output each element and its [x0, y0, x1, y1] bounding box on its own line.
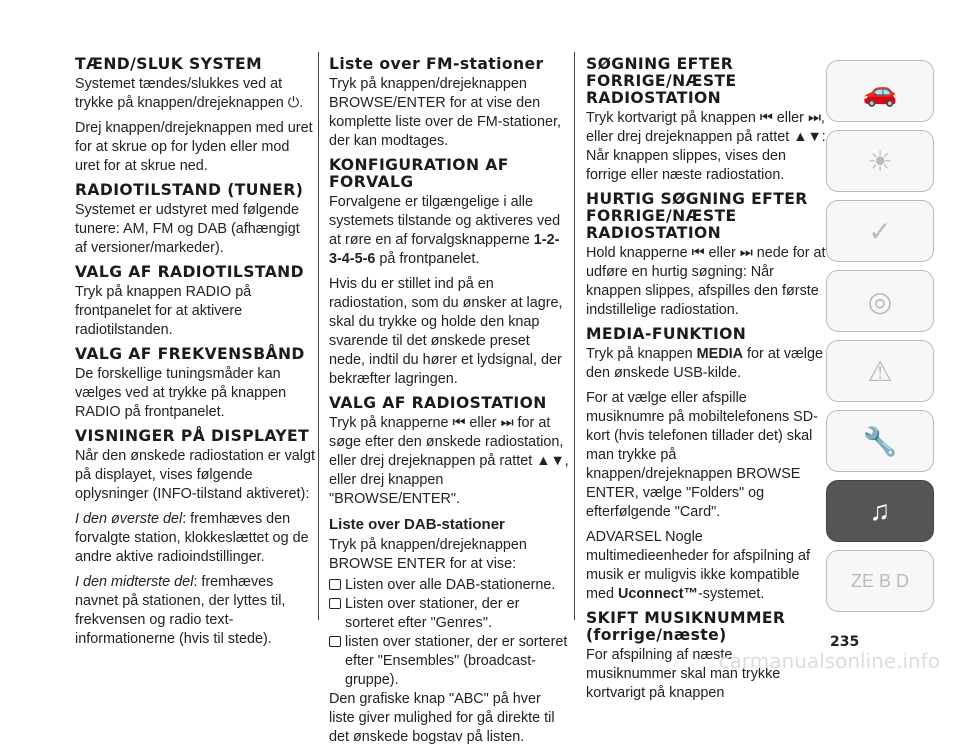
paragraph-text: : fremhæves navnet på stationen, der lyttes til, frekvensen og radio text-informationerne (hvis til stede). [75, 574, 286, 647]
paragraph-text: Tryk på knappen [586, 346, 697, 362]
list-item [329, 595, 569, 633]
tab-car[interactable] [826, 60, 934, 122]
paragraph: Hvis du er stillet ind på en radiostation, som du ønsker at lagre, skal du trykke og holde den knap svarende til det ønskede preset nede, indtil du hører et lydsignal, der bekræfter lagringen. [329, 276, 563, 387]
car-icon: 🚗 [862, 75, 898, 107]
warning-lights-icon: ☀ [867, 145, 893, 177]
media-key: MEDIA [696, 346, 744, 362]
steering-wheel-icon: ◎ [867, 285, 893, 317]
paragraph-text: Forvalgene er tilgængelige i alle systemets tilstande og aktiveres ved at røre en af forvalgsknapperne [329, 194, 561, 248]
heading: SØGNING EFTER FORRIGE/NÆSTE RADIOSTATION [586, 55, 737, 107]
italic-term: I den øverste del [75, 511, 183, 527]
heading: MEDIA-FUNKTION [586, 325, 747, 343]
tab-seat-airbag[interactable] [826, 200, 934, 262]
list-item-text: Listen over alle DAB-stationerne. [345, 577, 556, 593]
paragraph-text: for at vælge den ønskede USB-kilde. [586, 346, 824, 381]
paragraph-text: -systemet. [697, 586, 765, 602]
heading: KONFIGURATION AF FORVALG [329, 156, 509, 191]
watermark: carmanualsonline.info [718, 649, 940, 673]
column-2 [329, 52, 569, 753]
tab-wrench[interactable] [826, 410, 934, 472]
paragraph: Når den ønskede radiostation er valgt på displayet, vises følgende oplysninger (INFO-tilstand aktiveret): [75, 448, 315, 502]
chapter-sidebar [826, 60, 932, 620]
heading: RADIOTILSTAND (TUNER) [75, 181, 304, 199]
heading: VISNINGER PÅ DISPLAYET [75, 427, 310, 445]
wrench-icon: 🔧 [862, 425, 898, 457]
paragraph: For afspilning af næste musiknummer skal man trykke kortvarigt på knappen [586, 647, 781, 701]
bullet-icon [329, 579, 341, 590]
heading: HURTIG SØGNING EFTER FORRIGE/NÆSTE RADIOSTATION [586, 190, 808, 242]
multimedia-icon: ♫ [869, 495, 891, 526]
tab-multimedia[interactable] [826, 480, 934, 542]
seat-airbag-icon: ✓ [868, 215, 892, 247]
list-item-text: Listen over stationer, der er sorteret efter "Genres". [345, 596, 520, 631]
subheading: Liste over DAB-stationer [329, 516, 505, 533]
bullet-icon [329, 598, 341, 609]
paragraph: Tryk på knappen/drejeknappen BROWSE ENTER for at vise: [329, 537, 527, 572]
paragraph [586, 528, 826, 604]
tab-index[interactable] [826, 550, 934, 612]
paragraph-text: : fremhæves den forvalgte station, klokkeslættet og de andre aktive radioindstillinger. [75, 511, 309, 565]
heading: VALG AF FREKVENSBÅND [75, 345, 305, 363]
paragraph-text: ADVARSEL Nogle multimedieenheder for afspilning af musik er muligvis ikke kompatible med [586, 529, 810, 602]
paragraph: Systemet er udstyret med følgende tunere: AM, FM og DAB (afhængigt af versioner/markeder). [75, 202, 300, 256]
list-item [329, 576, 569, 595]
page-number: 235 [830, 634, 860, 650]
preset-keys: 1-2-3-4-5-6 [329, 232, 560, 267]
tab-steering-wheel[interactable] [826, 270, 934, 332]
paragraph [586, 345, 826, 383]
paragraph: Drej knappen/drejeknappen med uret for at skrue op for lyden eller mod uret for at skrue ned. [75, 120, 313, 174]
tab-warning-triangle[interactable] [826, 340, 934, 402]
paragraph [75, 510, 315, 567]
heading: SKIFT MUSIKNUMMER (forrige/næste) [586, 609, 786, 644]
column-3 [586, 52, 826, 709]
tab-warning-lights[interactable] [826, 130, 934, 192]
paragraph: Tryk på knappen RADIO på frontpanelet for at aktivere radiotilstanden. [75, 284, 252, 338]
paragraph: Tryk på knapperne ⏮ eller ⏭ for at søge efter den ønskede radiostation, eller drej drejeknappen på rattet ▲▼, eller drej knappen "BROWSE/ENTER". [329, 415, 569, 507]
italic-term: I den midterste del [75, 574, 194, 590]
list-item [329, 633, 569, 690]
paragraph: Systemet tændes/slukkes ved at trykke på knappen/drejeknappen ⏻. [75, 76, 304, 111]
list-item-text: listen over stationer, der er sorteret efter "Ensembles" (broadcast-gruppe). [345, 634, 568, 688]
heading: VALG AF RADIOTILSTAND [75, 263, 304, 281]
paragraph: Tryk kortvarigt på knappen ⏮ eller ⏭, eller drej drejeknappen på rattet ▲▼: Når knappen slippes, vises den forrige eller næste radiostation. [586, 110, 826, 183]
paragraph [329, 193, 569, 269]
index-letters-icon: ZE B D [850, 570, 909, 591]
brand-name: Uconnect™ [618, 586, 698, 602]
paragraph: Den grafiske knap "ABC" på hver liste giver mulighed for gå direkte til det ønskede bogstav på listen. [329, 691, 555, 745]
paragraph: Tryk på knappen/drejeknappen BROWSE/ENTER for at vise den komplette liste over de FM-stationer, der kan modtages. [329, 76, 561, 149]
column-divider [318, 52, 319, 620]
paragraph: For at vælge eller afspille musiknumre på mobiltelefonens SD-kort (hvis telefonen tillader det) skal man trykke på knappen/drejeknappen BROWSE ENTER, vælge "Folders" og efterfølgende "Card". [586, 390, 818, 520]
heading: TÆND/SLUK SYSTEM [75, 55, 262, 73]
heading: VALG AF RADIOSTATION [329, 394, 547, 412]
bullet-icon [329, 636, 341, 647]
paragraph: De forskellige tuningsmåder kan vælges ved at trykke på knappen RADIO på frontpanelet. [75, 366, 287, 420]
column-1 [75, 52, 315, 655]
warning-triangle-icon: ⚠ [867, 355, 893, 387]
paragraph [75, 573, 315, 649]
paragraph: Hold knapperne ⏮ eller ⏭ nede for at udføre en hurtig søgning: Når knappen slippes, afspilles den første indstillelige radiostation. [586, 245, 826, 318]
paragraph-text: på frontpanelet. [375, 251, 480, 267]
column-divider [574, 52, 575, 620]
heading: Liste over FM-stationer [329, 55, 544, 73]
